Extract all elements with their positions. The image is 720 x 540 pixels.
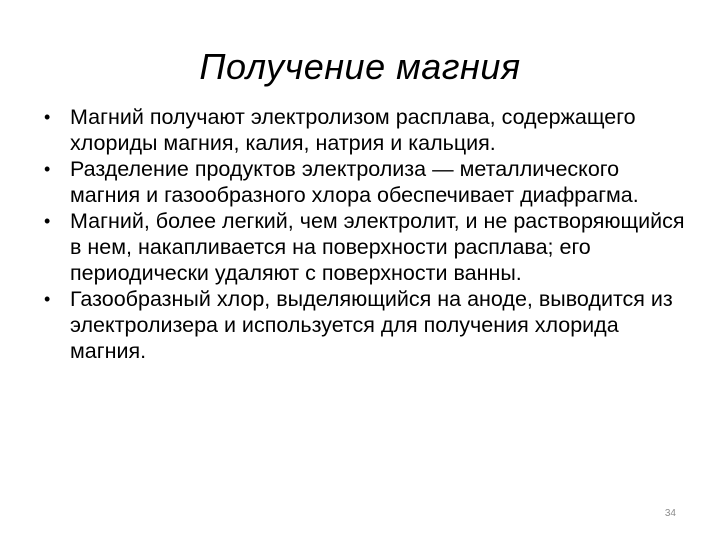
bullet-item (44, 286, 694, 364)
bullet-text: Магний получают электролизом расплава, содержащего хлориды магния, калия, натрия и кальция. (70, 105, 636, 155)
bullet-item (44, 104, 694, 156)
bullet-icon: • (44, 211, 51, 231)
bullet-icon: • (44, 289, 51, 309)
bullet-icon: • (44, 107, 51, 127)
bullet-text: Магний, более легкий, чем электролит, и не растворяющийся в нем, накапливается на поверхности расплава; его периодически удаляют с поверхности ванны. (70, 209, 685, 285)
page-number: 34 (664, 508, 676, 519)
bullet-list (44, 104, 694, 364)
bullet-item (44, 156, 694, 208)
bullet-text: Разделение продуктов электролиза — металлического магния и газообразного хлора обеспечивает диафрагма. (70, 157, 639, 207)
bullet-icon: • (44, 159, 51, 179)
slide-title: Получение магния (199, 46, 521, 87)
bullet-text: Газообразный хлор, выделяющийся на аноде, выводится из электролизера и используется для получения хлорида магния. (70, 287, 673, 363)
bullet-item (44, 208, 694, 286)
